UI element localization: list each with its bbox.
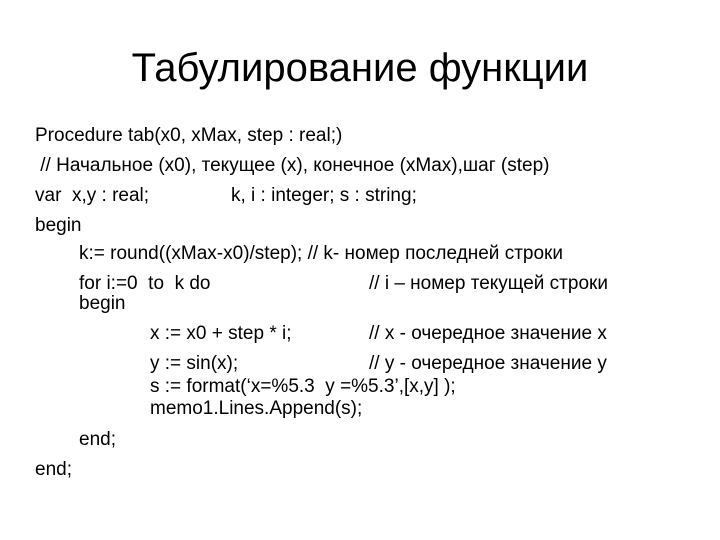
code-line-round: k:= round((xMax-x0)/step); // k- номер последней строки [79, 243, 563, 264]
code-line-comment-params: // Начальное (x0), текущее (x), конечное (xMax),шаг (step) [35, 155, 550, 176]
code-comment-current-row: // i – номер текущей строки [369, 273, 608, 294]
slide-title: Табулирование функции [131, 46, 589, 90]
code-line-format: s := format(‘x=%5.3 y =%5.3’,[x,y] ); [150, 376, 456, 397]
code-line-x-assign: x := x0 + step * i; [150, 323, 292, 344]
code-line-y-assign: y := sin(x); [150, 353, 239, 374]
code-comment-x: // x - очередное значение x [369, 323, 607, 344]
code-line-end: end; [35, 459, 72, 480]
code-line-var-types: k, i : integer; s : string; [231, 185, 417, 206]
code-line-var: var x,y : real; [35, 185, 150, 206]
code-line-for: for i:=0 to k do [79, 273, 211, 294]
code-line-inner-end: end; [79, 429, 116, 450]
code-line-begin: begin [35, 215, 82, 236]
code-comment-y: // y - очередное значение y [369, 353, 607, 374]
code-line-inner-begin: begin [79, 293, 126, 314]
code-line-append: memo1.Lines.Append(s); [150, 398, 363, 419]
code-line-procedure: Procedure tab(x0, xMax, step : real;) [35, 125, 343, 146]
